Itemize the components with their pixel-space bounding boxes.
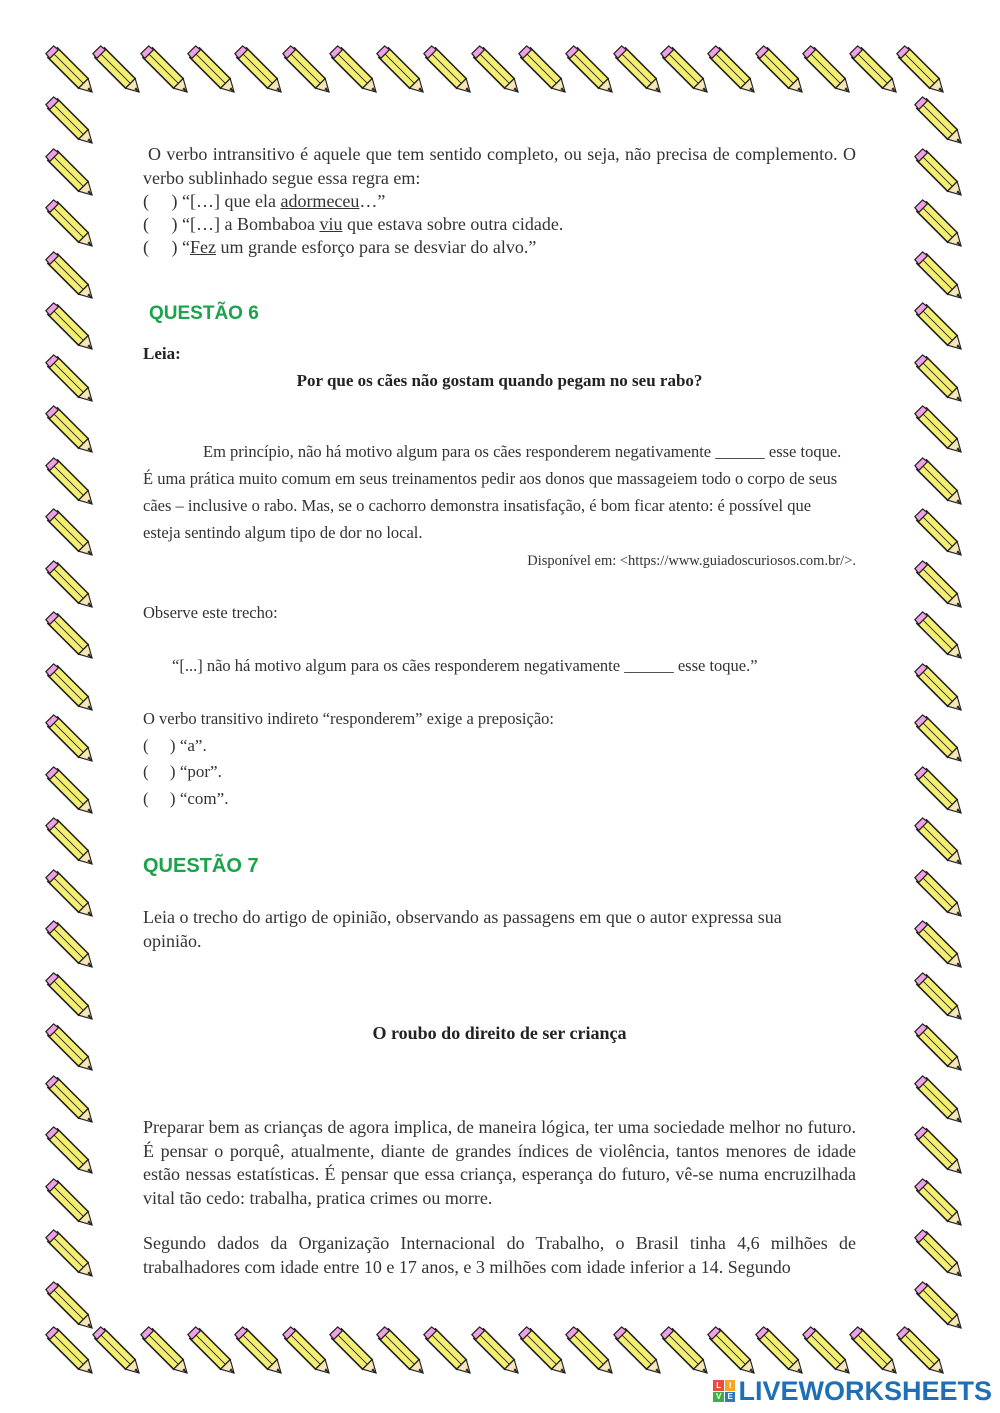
pencil-icon <box>913 816 963 866</box>
pencil-icon <box>895 1325 945 1375</box>
pencil-icon <box>913 353 963 403</box>
q6-text-title: Por que os cães não gostam quando pegam no seu rabo? <box>296 371 703 390</box>
pencil-icon <box>44 816 94 866</box>
q7-paragraph-2: Segundo dados da Organização Internacional do Trabalho, o Brasil tinha 4,6 milhões de trabalhadores com idade entre 10 e 17 anos, e 3 milhões com idade inferior a 14. Segundo <box>143 1233 856 1277</box>
pencil-icon <box>44 95 94 145</box>
q5-checkbox[interactable]: ( ) <box>143 191 178 211</box>
underlined-verb: viu <box>319 214 343 234</box>
pencil-icon <box>517 1325 567 1375</box>
q6-source: Disponível em: <https://www.guiadoscuriosos.com.br/>. <box>527 553 856 569</box>
q7-paragraph-1: Preparar bem as crianças de agora implica, de maneira lógica, ter uma sociedade melhor no futuro. É pensar o porquê, atualmente, diante de grandes índices de violência, tantos menores de idade estão nessas estatísticas. É pensar que essa criança, esperança do futuro, vê-se numa encruzilhada vital tão cedo: trabalha, pratica crimes ou morre. <box>143 1117 856 1208</box>
pencil-icon <box>375 1325 425 1375</box>
pencil-icon <box>754 44 804 94</box>
pencil-icon <box>44 713 94 763</box>
q6-observe: Observe este trecho: <box>143 603 278 622</box>
question-7-heading: QUESTÃO 7 <box>143 855 259 877</box>
pencil-icon <box>913 95 963 145</box>
q6-excerpt: “[...] não há motivo algum para os cães responderem negativamente ______ esse toque.” <box>172 656 758 675</box>
pencil-icon <box>913 198 963 248</box>
pencil-icon <box>913 404 963 454</box>
pencil-icon <box>706 1325 756 1375</box>
pencil-icon <box>139 44 189 94</box>
q5-statement: O verbo intransitivo é aquele que tem sentido completo, ou seja, não precisa de complemento. O verbo sublinhado segue essa regra em: <box>143 144 856 188</box>
pencil-icon <box>139 1325 189 1375</box>
pencil-icon <box>281 1325 331 1375</box>
logo-text: LIVEWORKSHEETS <box>738 1375 992 1406</box>
pencil-icon <box>706 44 756 94</box>
pencil-icon <box>233 1325 283 1375</box>
q7-instruction: Leia o trecho do artigo de opinião, observando as passagens em que o autor expressa sua opinião. <box>143 907 782 951</box>
q6-option-a[interactable]: ( ) “a”. <box>143 736 207 755</box>
pencil-icon <box>44 662 94 712</box>
pencil-icon <box>44 559 94 609</box>
pencil-icon <box>913 868 963 918</box>
pencil-icon <box>913 1125 963 1175</box>
pencil-icon <box>44 971 94 1021</box>
pencil-icon <box>895 44 945 94</box>
pencil-icon <box>659 1325 709 1375</box>
pencil-icon <box>913 713 963 763</box>
pencil-icon <box>913 610 963 660</box>
pencil-icon <box>913 507 963 557</box>
pencil-icon <box>44 404 94 454</box>
pencil-icon <box>44 147 94 197</box>
pencil-icon <box>848 44 898 94</box>
pencil-icon <box>754 1325 804 1375</box>
pencil-icon <box>913 765 963 815</box>
pencil-icon <box>44 765 94 815</box>
pencil-icon <box>913 919 963 969</box>
pencil-icon <box>913 1022 963 1072</box>
pencil-icon <box>44 198 94 248</box>
q6-option-por[interactable]: ( ) “por”. <box>143 762 222 781</box>
pencil-icon <box>913 301 963 351</box>
pencil-icon <box>44 1022 94 1072</box>
pencil-icon <box>375 44 425 94</box>
q6-prompt: O verbo transitivo indireto “responderem” exige a preposição: <box>143 709 554 728</box>
pencil-icon <box>186 44 236 94</box>
pencil-icon <box>612 1325 662 1375</box>
pencil-icon <box>913 1177 963 1227</box>
pencil-icon <box>913 1280 963 1330</box>
pencil-icon <box>44 919 94 969</box>
pencil-icon <box>44 456 94 506</box>
logo-badge-icon: L I V E <box>713 1380 735 1402</box>
pencil-icon <box>44 868 94 918</box>
q6-checkbox[interactable]: ( ) <box>143 762 176 781</box>
pencil-icon <box>44 507 94 557</box>
pencil-icon <box>328 1325 378 1375</box>
pencil-icon <box>44 44 94 94</box>
pencil-icon <box>801 1325 851 1375</box>
pencil-icon <box>44 1177 94 1227</box>
pencil-icon <box>470 1325 520 1375</box>
pencil-icon <box>44 1325 94 1375</box>
pencil-icon <box>564 44 614 94</box>
q5-checkbox[interactable]: ( ) <box>143 214 178 234</box>
pencil-icon <box>44 610 94 660</box>
pencil-icon <box>91 1325 141 1375</box>
pencil-icon <box>913 250 963 300</box>
q5-checkbox[interactable]: ( ) <box>143 237 178 257</box>
pencil-icon <box>422 44 472 94</box>
pencil-icon <box>913 559 963 609</box>
pencil-icon <box>44 353 94 403</box>
pencil-icon <box>913 147 963 197</box>
pencil-icon <box>801 44 851 94</box>
q6-checkbox[interactable]: ( ) <box>143 736 176 755</box>
pencil-icon <box>913 456 963 506</box>
underlined-verb: adormeceu <box>280 191 360 211</box>
liveworksheets-logo <box>713 1375 992 1407</box>
pencil-icon <box>913 971 963 1021</box>
pencil-icon <box>848 1325 898 1375</box>
q5-option-3[interactable]: ( ) “Fez um grande esforço para se desviar do alvo.” <box>143 237 537 257</box>
q6-lead: Leia: <box>143 344 181 363</box>
underlined-verb: Fez <box>190 237 216 257</box>
pencil-icon <box>44 301 94 351</box>
pencil-icon <box>44 1280 94 1330</box>
pencil-icon <box>470 44 520 94</box>
q5-option-1[interactable]: ( ) “[…] que ela adormeceu…” <box>143 191 386 211</box>
q6-paragraph: Em princípio, não há motivo algum para os cães responderem negativamente ______ esse toque. É uma prática muito comum em seus treinamentos pedir aos donos que massageiem todo o corpo de seus cães – inclusive o rabo. Mas, se o cachorro demonstra insatisfação, é bom ficar atento: é possível que esteja sentindo algum tipo de dor no local. <box>143 441 842 542</box>
pencil-icon <box>564 1325 614 1375</box>
pencil-icon <box>186 1325 236 1375</box>
pencil-icon <box>913 662 963 712</box>
pencil-icon <box>44 1074 94 1124</box>
pencil-icon <box>328 44 378 94</box>
q6-option-com[interactable]: ( ) “com”. <box>143 789 229 808</box>
pencil-icon <box>517 44 567 94</box>
pencil-icon <box>233 44 283 94</box>
pencil-icon <box>612 44 662 94</box>
question-6-heading: QUESTÃO 6 <box>149 303 259 324</box>
q6-checkbox[interactable]: ( ) <box>143 789 176 808</box>
pencil-icon <box>91 44 141 94</box>
pencil-icon <box>659 44 709 94</box>
pencil-icon <box>44 1228 94 1278</box>
pencil-icon <box>44 250 94 300</box>
pencil-icon <box>913 1228 963 1278</box>
q5-option-2[interactable]: ( ) “[…] a Bombaboa viu que estava sobre outra cidade. <box>143 214 564 234</box>
pencil-icon <box>913 1074 963 1124</box>
pencil-icon <box>44 1125 94 1175</box>
pencil-icon <box>281 44 331 94</box>
q7-article-title: O roubo do direito de ser criança <box>372 1023 627 1043</box>
pencil-icon <box>422 1325 472 1375</box>
